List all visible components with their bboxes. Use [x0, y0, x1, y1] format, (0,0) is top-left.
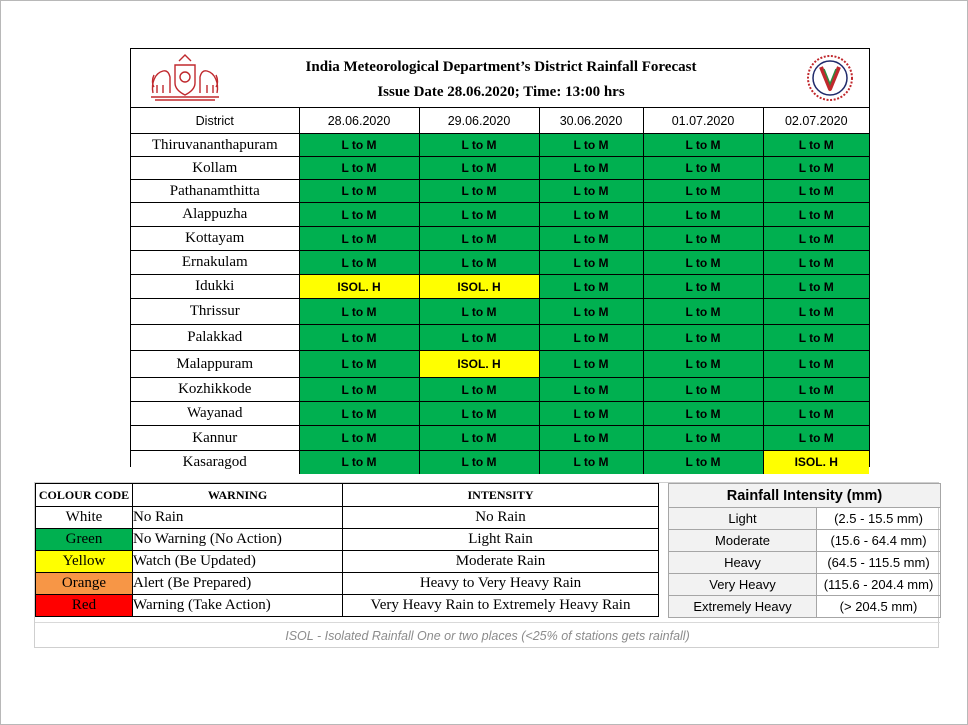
forecast-cell: L to M	[643, 275, 763, 299]
forecast-cell: L to M	[643, 325, 763, 351]
forecast-header	[131, 49, 869, 108]
intensity-label: Heavy	[669, 552, 817, 574]
district-name: Kozhikkode	[131, 378, 299, 402]
forecast-title: India Meteorological Department’s District Rainfall Forecast	[305, 59, 697, 75]
forecast-body	[131, 134, 869, 474]
forecast-cell: L to M	[419, 402, 539, 426]
forecast-cell: L to M	[643, 378, 763, 402]
forecast-cell: L to M	[419, 325, 539, 351]
forecast-cell: L to M	[643, 227, 763, 251]
forecast-cell: L to M	[419, 426, 539, 451]
warning-text: No Rain	[133, 507, 343, 529]
colour-swatch: Green	[36, 529, 133, 551]
forecast-cell: L to M	[299, 378, 419, 402]
intensity-range: (> 204.5 mm)	[817, 596, 941, 618]
legend-row	[36, 529, 659, 551]
forecast-cell: ISOL. H	[299, 275, 419, 299]
colour-swatch: Red	[36, 595, 133, 617]
district-name: Thiruvananthapuram	[131, 134, 299, 157]
warning-text: Warning (Take Action)	[133, 595, 343, 617]
intensity-label: Extremely Heavy	[669, 596, 817, 618]
forecast-cell: L to M	[419, 203, 539, 227]
intensity-text: Light Rain	[343, 529, 659, 551]
intensity-range: (64.5 - 115.5 mm)	[817, 552, 941, 574]
legend-row	[36, 507, 659, 529]
intensity-row	[669, 530, 941, 552]
forecast-cell: L to M	[539, 275, 643, 299]
forecast-cell: L to M	[419, 451, 539, 474]
forecast-cell: ISOL. H	[419, 351, 539, 378]
forecast-header-row	[131, 108, 869, 134]
rainfall-intensity-table	[668, 483, 941, 618]
forecast-cell: L to M	[763, 426, 869, 451]
forecast-cell: L to M	[643, 426, 763, 451]
forecast-cell: L to M	[763, 299, 869, 325]
forecast-cell: L to M	[299, 299, 419, 325]
forecast-cell: L to M	[763, 325, 869, 351]
rainfall-intensity-title: Rainfall Intensity (mm)	[669, 484, 941, 508]
district-name: Kottayam	[131, 227, 299, 251]
district-row	[131, 157, 869, 180]
column-header-date: 28.06.2020	[299, 108, 419, 134]
colour-code-table	[35, 483, 659, 617]
column-header-date: 29.06.2020	[419, 108, 539, 134]
issue-date: Issue Date 28.06.2020; Time: 13:00 hrs	[377, 84, 625, 100]
district-name: Malappuram	[131, 351, 299, 378]
district-name: Thrissur	[131, 299, 299, 325]
forecast-cell: L to M	[419, 299, 539, 325]
forecast-cell: L to M	[299, 426, 419, 451]
column-header-district: District	[131, 108, 299, 134]
district-row	[131, 275, 869, 299]
district-row	[131, 134, 869, 157]
intensity-text: Heavy to Very Heavy Rain	[343, 573, 659, 595]
imd-logo-icon	[805, 53, 855, 103]
district-name: Palakkad	[131, 325, 299, 351]
warning-text: No Warning (No Action)	[133, 529, 343, 551]
forecast-cell: L to M	[299, 203, 419, 227]
district-name: Alappuzha	[131, 203, 299, 227]
legend-row	[36, 595, 659, 617]
district-row	[131, 351, 869, 378]
forecast-cell: L to M	[539, 251, 643, 275]
intensity-text: Moderate Rain	[343, 551, 659, 573]
intensity-row	[669, 574, 941, 596]
district-row	[131, 451, 869, 474]
intensity-label: Moderate	[669, 530, 817, 552]
forecast-cell: L to M	[299, 351, 419, 378]
forecast-cell: L to M	[539, 227, 643, 251]
forecast-cell: L to M	[763, 275, 869, 299]
district-row	[131, 227, 869, 251]
forecast-cell: L to M	[643, 157, 763, 180]
forecast-cell: L to M	[299, 134, 419, 157]
colour-swatch: Yellow	[36, 551, 133, 573]
colour-code-header: COLOUR CODE	[36, 484, 133, 507]
column-header-date: 30.06.2020	[539, 108, 643, 134]
intensity-label: Light	[669, 508, 817, 530]
district-row	[131, 203, 869, 227]
district-row	[131, 426, 869, 451]
forecast-cell: L to M	[539, 351, 643, 378]
forecast-cell: L to M	[539, 180, 643, 203]
forecast-cell: L to M	[539, 402, 643, 426]
colour-swatch: Orange	[36, 573, 133, 595]
intensity-row	[669, 596, 941, 618]
forecast-cell: L to M	[299, 227, 419, 251]
legend-panel	[34, 482, 939, 648]
rainfall-intensity-header-row	[669, 484, 941, 508]
forecast-cell: L to M	[539, 325, 643, 351]
district-name: Kasaragod	[131, 451, 299, 474]
kerala-emblem-icon	[149, 53, 221, 103]
forecast-cell: L to M	[643, 251, 763, 275]
forecast-cell: L to M	[419, 157, 539, 180]
forecast-cell: L to M	[763, 378, 869, 402]
forecast-cell: L to M	[299, 402, 419, 426]
forecast-cell: L to M	[763, 351, 869, 378]
intensity-row	[669, 552, 941, 574]
legend-row	[36, 573, 659, 595]
forecast-cell: L to M	[299, 180, 419, 203]
column-header-date: 02.07.2020	[763, 108, 869, 134]
forecast-cell: ISOL. H	[419, 275, 539, 299]
intensity-range: (2.5 - 15.5 mm)	[817, 508, 941, 530]
forecast-cell: L to M	[539, 378, 643, 402]
forecast-cell: L to M	[643, 134, 763, 157]
intensity-row	[669, 508, 941, 530]
legend-row	[36, 551, 659, 573]
forecast-cell: L to M	[643, 351, 763, 378]
forecast-cell: L to M	[763, 203, 869, 227]
forecast-cell: L to M	[419, 180, 539, 203]
colour-code-header-row	[36, 484, 659, 507]
forecast-cell: L to M	[419, 251, 539, 275]
district-row	[131, 180, 869, 203]
district-name: Wayanad	[131, 402, 299, 426]
forecast-cell: L to M	[539, 203, 643, 227]
forecast-cell: L to M	[539, 157, 643, 180]
district-name: Pathanamthitta	[131, 180, 299, 203]
forecast-table-container	[130, 48, 870, 470]
district-name: Ernakulam	[131, 251, 299, 275]
forecast-cell: L to M	[763, 402, 869, 426]
district-row	[131, 378, 869, 402]
district-row	[131, 325, 869, 351]
district-name: Idukki	[131, 275, 299, 299]
forecast-cell: L to M	[763, 227, 869, 251]
column-header-date: 01.07.2020	[643, 108, 763, 134]
forecast-cell: L to M	[539, 299, 643, 325]
warning-header: WARNING	[133, 484, 343, 507]
forecast-cell: L to M	[299, 325, 419, 351]
forecast-cell: L to M	[419, 227, 539, 251]
intensity-range: (115.6 - 204.4 mm)	[817, 574, 941, 596]
forecast-cell: L to M	[643, 402, 763, 426]
forecast-cell: L to M	[299, 251, 419, 275]
forecast-cell: L to M	[763, 180, 869, 203]
intensity-header: INTENSITY	[343, 484, 659, 507]
district-name: Kollam	[131, 157, 299, 180]
forecast-cell: L to M	[763, 134, 869, 157]
forecast-cell: L to M	[643, 451, 763, 474]
forecast-cell: L to M	[763, 251, 869, 275]
forecast-cell: L to M	[299, 451, 419, 474]
isol-footnote: ISOL - Isolated Rainfall One or two places (<25% of stations gets rainfall)	[35, 622, 940, 649]
district-row	[131, 402, 869, 426]
warning-text: Alert (Be Prepared)	[133, 573, 343, 595]
forecast-cell: L to M	[763, 157, 869, 180]
intensity-range: (15.6 - 64.4 mm)	[817, 530, 941, 552]
warning-text: Watch (Be Updated)	[133, 551, 343, 573]
colour-swatch: White	[36, 507, 133, 529]
forecast-cell: L to M	[419, 378, 539, 402]
intensity-text: Very Heavy Rain to Extremely Heavy Rain	[343, 595, 659, 617]
forecast-cell: L to M	[419, 134, 539, 157]
forecast-cell: L to M	[539, 426, 643, 451]
district-row	[131, 299, 869, 325]
forecast-cell: L to M	[539, 451, 643, 474]
forecast-cell: L to M	[643, 180, 763, 203]
intensity-text: No Rain	[343, 507, 659, 529]
forecast-cell: L to M	[643, 203, 763, 227]
forecast-cell: ISOL. H	[763, 451, 869, 474]
forecast-cell: L to M	[643, 299, 763, 325]
forecast-cell: L to M	[299, 157, 419, 180]
intensity-label: Very Heavy	[669, 574, 817, 596]
forecast-cell: L to M	[539, 134, 643, 157]
forecast-grid	[131, 108, 869, 474]
district-name: Kannur	[131, 426, 299, 451]
district-row	[131, 251, 869, 275]
